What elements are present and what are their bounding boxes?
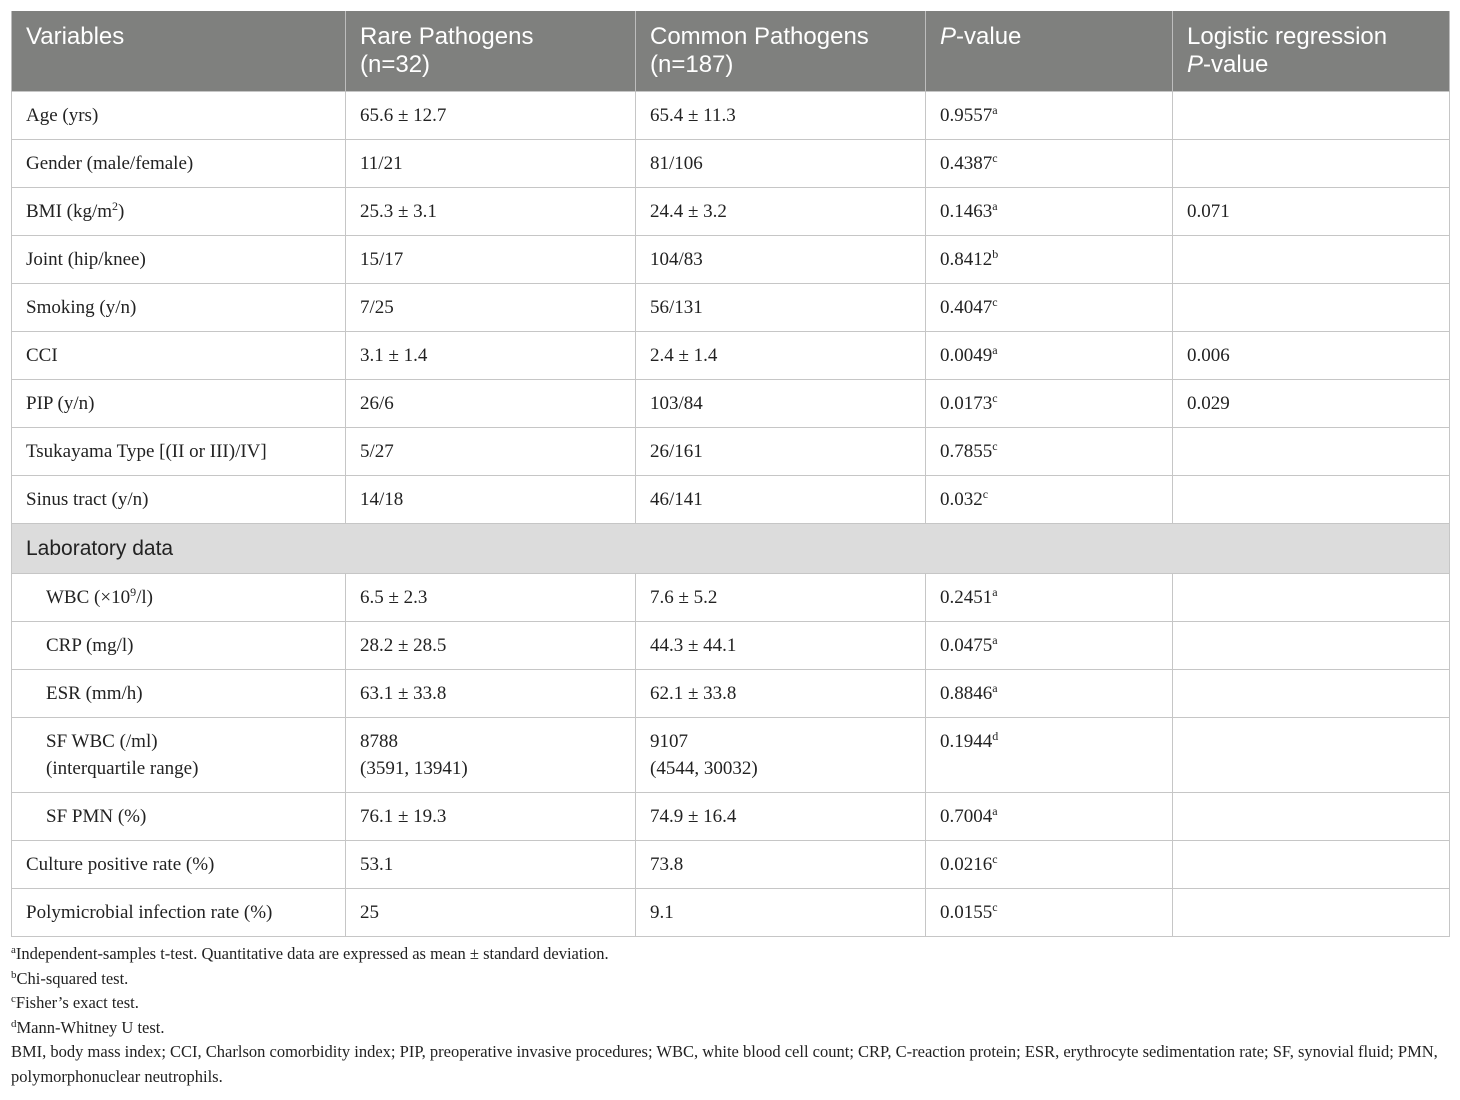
table-row-sf-pmn [12, 793, 1450, 841]
cell-logistic [1173, 574, 1450, 622]
table-row-crp [12, 622, 1450, 670]
footnote-abbreviations: BMI, body mass index; CCI, Charlson comorbidity index; PIP, preoperative invasive procedures; WBC, white blood cell count; CRP, C-reaction protein; ESR, erythrocyte sedimentation rate; SF, synovial fluid; PMN, polymorphonuclear neutrophils. [11, 1042, 1438, 1086]
cell-p-value: 0.4387$^c$ [926, 140, 1173, 188]
cell-p-value: 0.1463$^a$ [926, 188, 1173, 236]
table-row-sinus-tract [12, 476, 1450, 524]
cell-variable: Culture positive rate (%) [12, 841, 346, 889]
cell-rare: 26/6 [346, 380, 636, 428]
table-row-cci [12, 332, 1450, 380]
cell-common: 62.1 ± 33.8 [636, 670, 926, 718]
cell-rare: 7/25 [346, 284, 636, 332]
cell-rare: 63.1 ± 33.8 [346, 670, 636, 718]
data-table-container [11, 11, 1449, 937]
cell-common: 56/131 [636, 284, 926, 332]
table-row-pip [12, 380, 1450, 428]
table-row-smoking [12, 284, 1450, 332]
cell-common: 104/83 [636, 236, 926, 284]
cell-p-value: 0.0155$^c$ [926, 889, 1173, 937]
cell-logistic [1173, 140, 1450, 188]
cell-common: 9107 (4544, 30032) [636, 718, 926, 793]
footnote-a: $^a$Independent-samples t-test. Quantitative data are expressed as mean ± standard deviation. [11, 944, 609, 963]
cell-logistic [1173, 236, 1450, 284]
cell-logistic [1173, 718, 1450, 793]
cell-rare: 8788 (3591, 13941) [346, 718, 636, 793]
cell-common: 103/84 [636, 380, 926, 428]
cell-common: 2.4 ± 1.4 [636, 332, 926, 380]
table-row-sf-wbc [12, 718, 1450, 793]
cell-variable: BMI $(kg/m^2)$ [12, 188, 346, 236]
section-label: Laboratory data [12, 524, 1450, 574]
header-logistic-regression: Logistic regression P-value [1173, 11, 1450, 92]
cell-common: 65.4 ± 11.3 [636, 92, 926, 140]
cell-p-value: 0.0475$^a$ [926, 622, 1173, 670]
cell-variable: Sinus tract (y/n) [12, 476, 346, 524]
cell-logistic [1173, 841, 1450, 889]
cell-logistic [1173, 670, 1450, 718]
cell-p-value: 0.8846$^a$ [926, 670, 1173, 718]
cell-p-value: 0.1944$^d$ [926, 718, 1173, 793]
header-rare-pathogens: Rare Pathogens (n=32) [346, 11, 636, 92]
cell-variable: Gender (male/female) [12, 140, 346, 188]
cell-variable: CRP (mg/l) [12, 622, 346, 670]
cell-common: 74.9 ± 16.4 [636, 793, 926, 841]
cell-p-value: 0.7855$^c$ [926, 428, 1173, 476]
cell-logistic: 0.029 [1173, 380, 1450, 428]
cell-variable: WBC $(\times 10^9/l)$ [12, 574, 346, 622]
cell-logistic [1173, 622, 1450, 670]
table-row-tsukayama [12, 428, 1450, 476]
cell-logistic [1173, 284, 1450, 332]
cell-p-value: 0.2451$^a$ [926, 574, 1173, 622]
cell-common: 44.3 ± 44.1 [636, 622, 926, 670]
cell-logistic [1173, 92, 1450, 140]
header-row [12, 11, 1450, 92]
cell-variable: Smoking (y/n) [12, 284, 346, 332]
cell-logistic [1173, 793, 1450, 841]
cell-logistic [1173, 889, 1450, 937]
table-row-bmi [12, 188, 1450, 236]
cell-logistic [1173, 428, 1450, 476]
cell-common: 24.4 ± 3.2 [636, 188, 926, 236]
cell-p-value: 0.7004$^a$ [926, 793, 1173, 841]
cell-rare: 28.2 ± 28.5 [346, 622, 636, 670]
cell-variable: Polymicrobial infection rate (%) [12, 889, 346, 937]
cell-variable: SF PMN (%) [12, 793, 346, 841]
footnote-c: $^c$Fisher’s exact test. [11, 993, 139, 1012]
cell-rare: 25 [346, 889, 636, 937]
table-row-polymicrobial [12, 889, 1450, 937]
cell-rare: 14/18 [346, 476, 636, 524]
table-row-esr [12, 670, 1450, 718]
table-footnotes [11, 942, 1451, 1089]
cell-rare: 11/21 [346, 140, 636, 188]
cell-p-value: 0.8412$^b$ [926, 236, 1173, 284]
cell-logistic: 0.071 [1173, 188, 1450, 236]
cell-variable: CCI [12, 332, 346, 380]
cell-variable: Joint (hip/knee) [12, 236, 346, 284]
cell-common: 9.1 [636, 889, 926, 937]
cell-variable: PIP (y/n) [12, 380, 346, 428]
cell-rare: 15/17 [346, 236, 636, 284]
cell-variable: Tsukayama Type [(II or III)/IV] [12, 428, 346, 476]
cell-p-value: 0.9557$^a$ [926, 92, 1173, 140]
cell-p-value: 0.032$^c$ [926, 476, 1173, 524]
cell-logistic: 0.006 [1173, 332, 1450, 380]
footnote-d: $^d$Mann-Whitney U test. [11, 1017, 165, 1037]
table-row-gender [12, 140, 1450, 188]
table-row-age [12, 92, 1450, 140]
cell-common: 73.8 [636, 841, 926, 889]
cell-variable: ESR (mm/h) [12, 670, 346, 718]
cell-variable: SF WBC (/ml) (interquartile range) [12, 718, 346, 793]
cell-logistic [1173, 476, 1450, 524]
footnote-b: $^b$Chi-squared test. [11, 968, 129, 988]
cell-p-value: 0.0216$^c$ [926, 841, 1173, 889]
header-variables: Variables [12, 11, 346, 92]
header-p-value: P-value [926, 11, 1173, 92]
table-row-wbc [12, 574, 1450, 622]
cell-p-value: 0.4047$^c$ [926, 284, 1173, 332]
cell-common: 46/141 [636, 476, 926, 524]
cell-rare: 5/27 [346, 428, 636, 476]
cell-rare: 25.3 ± 3.1 [346, 188, 636, 236]
cell-rare: 53.1 [346, 841, 636, 889]
cell-p-value: 0.0173$^c$ [926, 380, 1173, 428]
cell-common: 7.6 ± 5.2 [636, 574, 926, 622]
cell-rare: 6.5 ± 2.3 [346, 574, 636, 622]
section-row-laboratory [12, 524, 1450, 574]
header-common-pathogens: Common Pathogens (n=187) [636, 11, 926, 92]
cell-common: 81/106 [636, 140, 926, 188]
cell-variable: Age (yrs) [12, 92, 346, 140]
cell-rare: 76.1 ± 19.3 [346, 793, 636, 841]
cell-p-value: 0.0049$^a$ [926, 332, 1173, 380]
table-row-culture-positive [12, 841, 1450, 889]
cell-common: 26/161 [636, 428, 926, 476]
table-row-joint [12, 236, 1450, 284]
cell-rare: 65.6 ± 12.7 [346, 92, 636, 140]
cell-rare: 3.1 ± 1.4 [346, 332, 636, 380]
comparison-table [11, 11, 1450, 937]
